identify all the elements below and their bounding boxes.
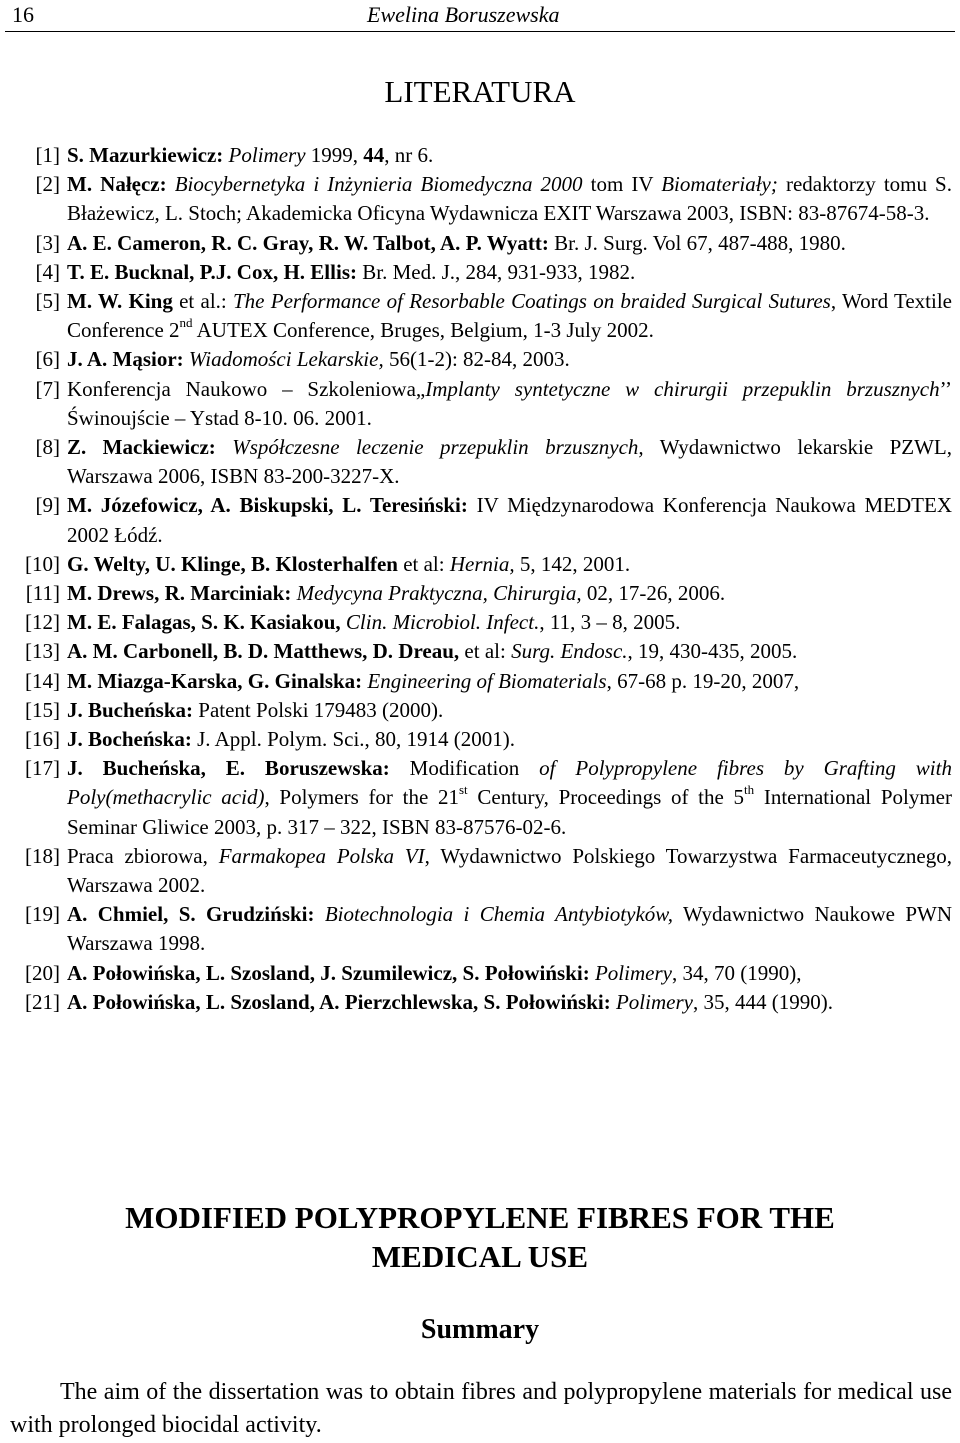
reference-text xyxy=(67,725,952,754)
superscript: th xyxy=(744,782,755,798)
reference-item xyxy=(10,754,952,842)
reference-segment: , 34, 70 (1990), xyxy=(671,960,802,985)
work-title: Implanty syntetyczne w chirurgii przepuklin brzusznych xyxy=(425,376,940,401)
reference-number: [9] xyxy=(35,493,60,518)
reference-segment: redaktorzy tomu S. Błażewicz, L. Stoch; Akademicka Oficyna Wydawnicza EXIT Warszawa 2003, ISBN: 83-87674-58-3. xyxy=(67,172,952,226)
reference-text xyxy=(67,842,952,900)
reference-item xyxy=(10,988,952,1017)
reference-item xyxy=(10,637,952,666)
reference-segment: 56(1-2): 82-84, 2003. xyxy=(383,347,570,372)
work-title: of Polypropylene fibres by Grafting with Poly(methacrylic acid) xyxy=(67,756,952,810)
reference-item xyxy=(10,579,952,608)
work-title: Medycyna Praktyczna, Chirurgia, xyxy=(296,581,582,606)
author-names: A. Chmiel, S. Grudziński: xyxy=(67,902,315,927)
literature-heading: LITERATURA xyxy=(384,74,576,109)
work-title: Wiadomości Lekarskie, xyxy=(188,347,384,372)
reference-segment: , Polymers for the 21 xyxy=(264,785,459,810)
reference-segment: , 11, 3 – 8, 2005. xyxy=(539,610,681,635)
english-title-line-1: MODIFIED POLYPROPYLENE FIBRES FOR THE xyxy=(125,1200,835,1235)
english-title-line-2: MEDICAL USE xyxy=(371,1239,589,1274)
work-title: Polimery xyxy=(594,960,672,985)
summary-paragraph: The aim of the dissertation was to obtain fibres and polypropylene materials for medical use with prolonged biocidal activity. xyxy=(10,1379,952,1438)
author-names: J. Bucheńska: xyxy=(67,697,194,722)
reference-number: [7] xyxy=(35,376,60,401)
work-title: Polimery xyxy=(228,143,306,167)
superscript: st xyxy=(459,782,468,798)
reference-segment: , 67-68 p. 19-20, 2007, xyxy=(606,668,800,693)
reference-segment: , Wydawnictwo Polskiego Towarzystwa Farmaceutycznego, Warszawa 2002. xyxy=(67,843,952,898)
author-names: S. Mazurkiewicz: xyxy=(67,143,224,167)
work-title: Biocybernetyka i Inżynieria Biomedyczna 2000 xyxy=(174,172,583,197)
reference-text xyxy=(67,550,952,579)
reference-item xyxy=(10,900,952,958)
running-author: Ewelina Boruszewska xyxy=(367,2,560,27)
reference-segment: et al: xyxy=(397,551,450,576)
reference-number: [5] xyxy=(35,289,60,314)
reference-item xyxy=(10,491,952,549)
reference-text xyxy=(67,491,952,549)
reference-item xyxy=(10,258,952,287)
reference-segment: Wydawnictwo Naukowe PWN Warszawa 1998. xyxy=(67,902,953,956)
reference-segment: , 35, 444 (1990). xyxy=(692,989,833,1014)
reference-item xyxy=(10,170,952,228)
author-names: A. Połowińska, L. Szosland, A. Pierzchlewska, S. Połowiński: xyxy=(67,989,611,1014)
reference-number: [10] xyxy=(25,551,60,576)
reference-text xyxy=(67,141,952,170)
reference-number: [4] xyxy=(35,259,60,284)
author-names: A. M. Carbonell, B. D. Matthews, D. Dreau, xyxy=(67,639,460,664)
reference-segment xyxy=(167,172,175,196)
reference-text xyxy=(67,579,952,608)
reference-text xyxy=(67,170,952,228)
author-names: J. Bocheńska: xyxy=(67,727,192,752)
reference-number: [15] xyxy=(25,697,60,722)
reference-item xyxy=(10,667,952,696)
author-names: J. Bucheńska, E. Boruszewska: xyxy=(67,756,390,781)
reference-item xyxy=(10,608,952,637)
reference-item xyxy=(10,696,952,725)
reference-number: [1] xyxy=(35,143,60,167)
author-names: Z. Mackiewicz: xyxy=(67,435,216,460)
reference-text xyxy=(67,988,952,1017)
reference-segment: Modification xyxy=(389,756,540,781)
superscript: nd xyxy=(179,315,193,331)
reference-segment: Br. Med. J., 284, 931-933, 1982. xyxy=(356,259,636,284)
reference-text xyxy=(67,433,952,491)
reference-item xyxy=(10,141,952,170)
reference-text xyxy=(67,375,952,433)
reference-segment: Praca zbiorowa, xyxy=(67,843,219,868)
reference-number: [12] xyxy=(25,610,60,635)
reference-item xyxy=(10,433,952,491)
reference-number: [16] xyxy=(25,727,60,752)
reference-item xyxy=(10,959,952,988)
reference-number: [21] xyxy=(25,989,60,1014)
author-names: M. Józefowicz, A. Biskupski, L. Teresiński: xyxy=(67,493,468,518)
reference-number: [14] xyxy=(25,668,60,693)
reference-item xyxy=(10,842,952,900)
author-names: M. E. Falagas, S. K. Kasiakou, xyxy=(67,610,341,635)
reference-segment: , nr 6. xyxy=(384,143,434,167)
reference-text xyxy=(67,754,952,842)
reference-number: [3] xyxy=(35,230,60,255)
reference-number: [20] xyxy=(25,960,60,985)
reference-text xyxy=(67,258,952,287)
reference-segment: International Polymer Seminar Gliwice 2003, p. 317 – 322, ISBN 83-87576-02-6. xyxy=(67,785,952,839)
work-title: Surg. Endosc. xyxy=(511,639,628,664)
reference-item xyxy=(10,725,952,754)
reference-item xyxy=(10,375,952,433)
reference-item xyxy=(10,550,952,579)
reference-segment: 5, 142, 2001. xyxy=(514,551,631,576)
reference-segment: Konferencja Naukowo – Szkoleniowa„ xyxy=(67,376,426,401)
author-names: T. E. Bucknal, P.J. Cox, H. Ellis: xyxy=(67,259,357,284)
reference-number: [6] xyxy=(35,347,60,372)
work-title: Clin. Microbiol. Infect. xyxy=(345,610,540,635)
reference-segment xyxy=(216,435,232,459)
english-title xyxy=(0,1198,960,1276)
reference-segment: Patent Polski 179483 (2000). xyxy=(193,697,444,722)
reference-segment: , Word Textile Conference 2 xyxy=(67,289,952,343)
work-title: Engineering of Biomaterials xyxy=(367,668,607,693)
summary-heading: Summary xyxy=(420,1314,540,1345)
work-title: Współczesne leczenie przepuklin brzusznych, xyxy=(232,435,644,460)
reference-number: [2] xyxy=(35,172,60,197)
running-header xyxy=(0,0,960,36)
reference-text xyxy=(67,667,952,696)
reference-segment: 02, 17-26, 2006. xyxy=(581,581,726,606)
reference-text xyxy=(67,287,952,345)
work-title: Farmakopea Polska VI xyxy=(218,843,425,868)
reference-number: [13] xyxy=(25,639,60,664)
reference-text xyxy=(67,637,952,666)
page-number: 16 xyxy=(12,2,34,27)
reference-text xyxy=(67,229,952,258)
reference-segment: tom IV xyxy=(582,172,662,197)
author-names: M. W. King xyxy=(67,289,173,314)
author-names: A. E. Cameron, R. C. Gray, R. W. Talbot, A. P. Wyatt: xyxy=(67,230,549,255)
work-title: Hernia, xyxy=(449,551,515,576)
reference-segment xyxy=(315,902,325,926)
reference-number: [11] xyxy=(25,581,60,606)
reference-segment: AUTEX Conference, Bruges, Belgium, 1-3 July 2002. xyxy=(192,318,654,343)
reference-number: [19] xyxy=(25,902,60,927)
reference-item xyxy=(10,345,952,374)
reference-item xyxy=(10,229,952,258)
work-title: Polimery xyxy=(615,989,693,1014)
reference-segment: IV Międzynarodowa Konferencja Naukowa MEDTEX 2002 Łódź. xyxy=(67,493,952,547)
reference-segment: Wydawnictwo lekarskie PZWL, Warszawa 2006, ISBN 83-200-3227-X. xyxy=(67,435,952,489)
author-names: 44 xyxy=(363,143,385,167)
reference-text xyxy=(67,900,952,958)
reference-text xyxy=(67,959,952,988)
author-names: M. Miazga-Karska, G. Ginalska: xyxy=(67,668,363,693)
reference-segment: et al.: xyxy=(172,289,233,314)
author-names: G. Welty, U. Klinge, B. Klosterhalfen xyxy=(67,551,398,576)
reference-segment: J. Appl. Polym. Sci., 80, 1914 (2001). xyxy=(191,727,516,752)
reference-text xyxy=(67,345,952,374)
header-rule xyxy=(5,31,955,32)
reference-segment: Br. J. Surg. Vol 67, 487-488, 1980. xyxy=(548,230,846,255)
reference-text xyxy=(67,608,952,637)
reference-segment: 1999, xyxy=(305,143,364,167)
reference-text xyxy=(67,696,952,725)
reference-segment: , 19, 430-435, 2005. xyxy=(627,639,798,664)
reference-number: [18] xyxy=(25,843,60,868)
author-names: J. A. Mąsior: xyxy=(67,347,184,372)
work-title: The Performance of Resorbable Coatings on braided Surgical Sutures xyxy=(233,289,831,314)
author-names: M. Drews, R. Marciniak: xyxy=(67,581,292,606)
reference-segment: ’’ Świnoujście – Ystad 8-10. 06. 2001. xyxy=(67,376,953,430)
reference-item xyxy=(10,287,952,345)
reference-segment: et al: xyxy=(459,639,512,664)
author-names: A. Połowińska, L. Szosland, J. Szumilewicz, S. Połowiński: xyxy=(67,960,590,985)
work-title: Biomateriały; xyxy=(661,172,778,197)
author-names: M. Nałęcz: xyxy=(67,172,167,197)
reference-segment: Century, Proceedings of the 5 xyxy=(467,785,745,810)
reference-number: [8] xyxy=(35,435,60,460)
reference-list xyxy=(10,141,952,1017)
work-title: Biotechnologia i Chemia Antybiotyków, xyxy=(324,902,673,927)
reference-number: [17] xyxy=(25,756,60,781)
